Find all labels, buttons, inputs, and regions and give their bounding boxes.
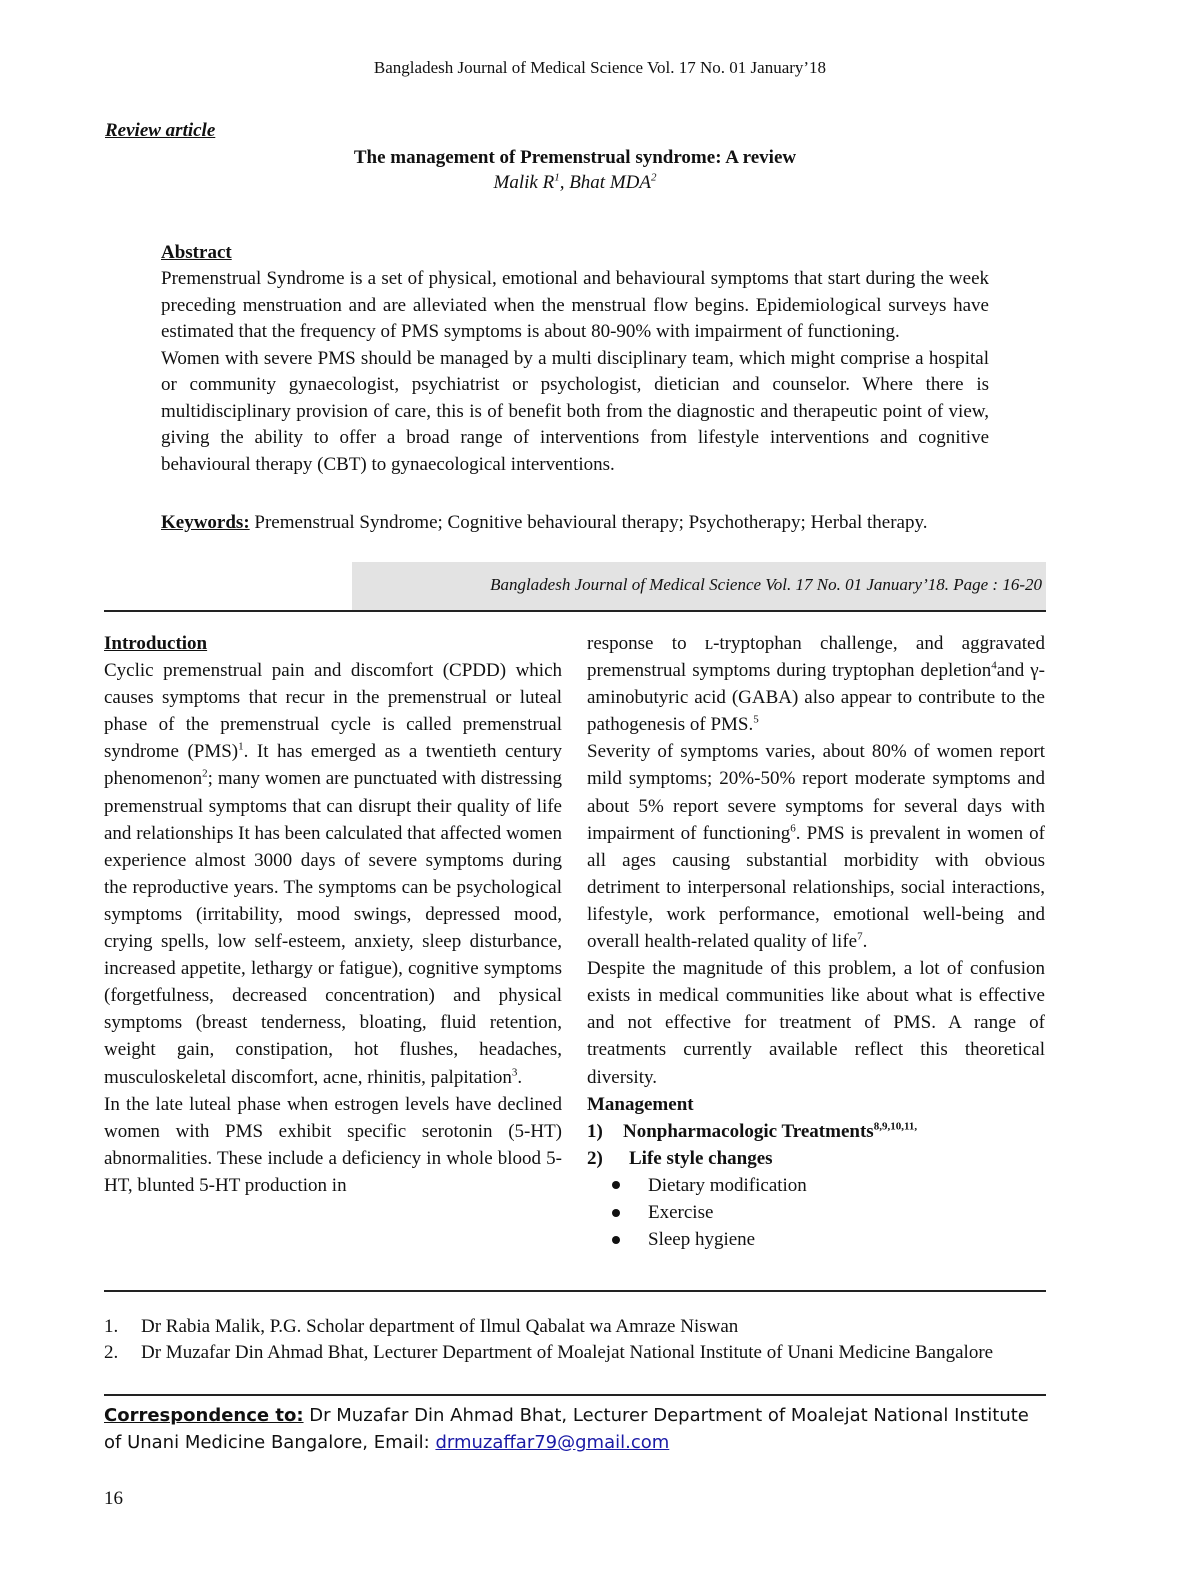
citation-ref: 1 bbox=[238, 741, 244, 754]
abstract-paragraph-1: Premenstrual Syndrome is a set of physical, emotional and behavioural symptoms that start during the week preceding menstruation and are alleviated when the menstrual flow begins. Epidemiological surveys have estimated that the frequency of PMS symptoms is about 80-90% with impairment of functioning. bbox=[161, 268, 989, 342]
right-paragraph-1 bbox=[587, 630, 1045, 738]
correspondence-label: Correspondence to: bbox=[104, 1405, 304, 1426]
affiliation-1 bbox=[104, 1314, 1046, 1340]
bullet-icon bbox=[612, 1236, 620, 1244]
citation-box bbox=[352, 562, 1046, 610]
divider-top bbox=[104, 610, 1046, 612]
lifestyle-bullet-list bbox=[587, 1172, 1045, 1253]
citation-ref: 4 bbox=[991, 659, 997, 672]
article-title: The management of Premenstrual syndrome: A review bbox=[353, 147, 797, 168]
citation-ref: 7 bbox=[857, 930, 863, 943]
right-paragraph-2 bbox=[587, 738, 1045, 955]
text-run: . PMS is prevalent in women of all ages causing substantial morbidity with obvious detriment to interpersonal relationships, social interactions, lifestyle, work performance, emotional well-being and overall health-related quality of life bbox=[587, 822, 1045, 953]
divider-correspondence bbox=[104, 1394, 1046, 1396]
item-text bbox=[623, 1118, 917, 1145]
bullet-icon bbox=[612, 1181, 620, 1189]
keywords-label: Keywords: bbox=[161, 512, 250, 533]
correspondence bbox=[104, 1402, 1046, 1456]
text-run: and γ-aminobutyric acid (GABA) also appear to contribute to the pathogenesis of PMS. bbox=[587, 660, 1046, 736]
affiliation-number: 1. bbox=[104, 1316, 119, 1337]
bullet-icon bbox=[612, 1209, 620, 1217]
item-number: 2) bbox=[587, 1147, 603, 1169]
article-type: Review article bbox=[105, 120, 216, 141]
text-run: . bbox=[862, 931, 868, 953]
text-run: . bbox=[517, 1066, 523, 1088]
author-separator: , bbox=[559, 172, 570, 193]
text-run: response to ʟ-tryptophan challenge, and aggravated premenstrual symptoms during tryptophan depletion bbox=[587, 633, 1045, 682]
abstract-paragraph-2: Women with severe PMS should be managed by a multi disciplinary team, which might comprise a hospital or community gynaecologist, psychiatrist or psychologist, dietician and counselor. Where there is multidisciplinary provision of care, this is of benefit both from the diagnostic and therapeutic point of view, giving the ability to offer a broad range of interventions from lifestyle interventions and cognitive behavioural therapy (CBT) to gynaecological interventions. bbox=[161, 347, 989, 475]
bullet-item bbox=[587, 1172, 1045, 1199]
abstract-section bbox=[161, 240, 989, 478]
citation-ref: 3 bbox=[511, 1066, 518, 1079]
item-number: 1) bbox=[587, 1120, 603, 1142]
right-column bbox=[587, 630, 1045, 1253]
author-1: Malik R bbox=[493, 172, 555, 193]
text-run: Severity of symptoms varies, about 80% of women report mild symptoms; 20%-50% report moderate symptoms and about 5% report severe symptoms for several days with impairment of functioning bbox=[587, 741, 1045, 844]
citation-ref: 8,9,10,11, bbox=[873, 1120, 918, 1133]
management-heading: Management bbox=[587, 1093, 694, 1115]
text-run: Nonpharmacologic Treatments bbox=[623, 1120, 874, 1142]
introduction-heading: Introduction bbox=[104, 633, 208, 654]
abstract-heading: Abstract bbox=[161, 242, 232, 263]
citation-ref: 6 bbox=[790, 822, 796, 835]
keywords-text: Premenstrual Syndrome; Cognitive behavioural therapy; Psychotherapy; Herbal therapy. bbox=[249, 512, 928, 533]
correspondence-text: Dr Muzafar Din Ahmad Bhat, Lecturer Department of Moalejat National Institute of Unani Medicine Bangalore, Email: bbox=[104, 1405, 1029, 1453]
citation-ref: 2 bbox=[202, 768, 208, 781]
affiliation-text: Dr Muzafar Din Ahmad Bhat, Lecturer Department of Moalejat National Institute of Unani Medicine Bangalore bbox=[141, 1341, 994, 1363]
right-paragraph-3: Despite the magnitude of this problem, a lot of confusion exists in medical communities like about what is effective and not effective for treatment of PMS. A range of treatments currently available reflect this theoretical diversity. bbox=[587, 958, 1045, 1088]
bullet-item bbox=[587, 1226, 1045, 1253]
page-number: 16 bbox=[104, 1488, 123, 1509]
management-item-1 bbox=[587, 1118, 1045, 1145]
text-run: ; many women are punctuated with distressing premenstrual symptoms that can disrupt their quality of life and relationships It has been calculated that affected women experience almost 3000 days of severe symptoms during the reproductive years. The symptoms can be psychological symptoms (irritability, mood swings, depressed mood, crying spells, low self-esteem, anxiety, sleep disturbance, increased appetite, lethargy or fatigue), cognitive symptoms (forgetfulness, decreased concentration) and physical symptoms (breast tenderness, bloating, fluid retention, weight gain, constipation, hot flushes, headaches, musculoskeletal discomfort, acne, rhinitis, palpitation bbox=[104, 768, 562, 1088]
affiliation-number: 2. bbox=[104, 1341, 119, 1363]
item-text: Life style changes bbox=[629, 1147, 773, 1169]
management-item-2 bbox=[587, 1145, 1045, 1172]
bullet-text: Sleep hygiene bbox=[648, 1229, 756, 1251]
email-link[interactable]: drmuzaffar79@gmail.com bbox=[435, 1432, 670, 1453]
left-column bbox=[104, 630, 562, 1199]
bullet-item bbox=[587, 1199, 1045, 1226]
author-2-affil-mark: 2 bbox=[650, 171, 657, 184]
citation-text: Bangladesh Journal of Medical Science Vol. 17 No. 01 January’18. Page : 16-20 bbox=[490, 575, 1042, 594]
divider-affiliations bbox=[104, 1290, 1046, 1292]
citation-ref: 5 bbox=[753, 713, 759, 726]
affiliations bbox=[104, 1314, 1046, 1365]
authors-line bbox=[0, 172, 1150, 194]
text-run: . It has emerged as a twentieth century phenomenon bbox=[104, 741, 562, 790]
introduction-paragraph-2: In the late luteal phase when estrogen levels have declined women with PMS exhibit specific serotonin (5-HT) abnormalities. These include a deficiency in whole blood 5-HT, blunted 5-HT production in bbox=[104, 1093, 562, 1196]
author-1-affil-mark: 1 bbox=[554, 171, 560, 184]
author-2: Bhat MDA bbox=[569, 172, 651, 193]
affiliation-text: Dr Rabia Malik, P.G. Scholar department of Ilmul Qabalat wa Amraze Niswan bbox=[141, 1316, 739, 1337]
affiliation-2 bbox=[104, 1340, 1046, 1366]
running-head: Bangladesh Journal of Medical Science Vol. 17 No. 01 January’18 bbox=[373, 58, 827, 77]
text-run: Cyclic premenstrual pain and discomfort (CPDD) which causes symptoms that recur in the premenstrual or luteal phase of the premenstrual cycle is called premenstrual syndrome (PMS) bbox=[104, 660, 562, 763]
introduction-paragraph-1 bbox=[104, 657, 562, 1091]
bullet-text: Exercise bbox=[648, 1201, 714, 1223]
bullet-text: Dietary modification bbox=[648, 1174, 807, 1196]
keywords bbox=[161, 510, 989, 537]
